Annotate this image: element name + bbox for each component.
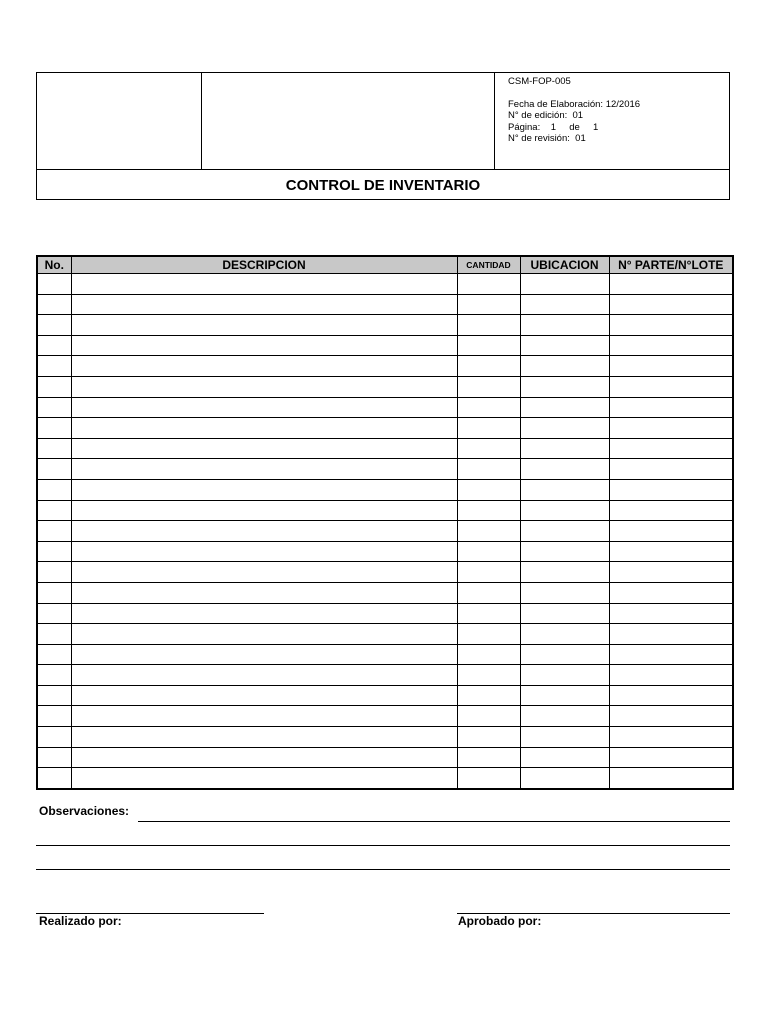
column-header-no: No.	[37, 256, 71, 274]
cell-descripcion[interactable]	[71, 294, 457, 315]
cell-parte-lote[interactable]	[609, 665, 733, 686]
observaciones-line-1[interactable]	[138, 821, 730, 822]
cell-cantidad[interactable]	[457, 706, 520, 727]
column-header-ubicacion: UBICACION	[520, 256, 609, 274]
table-row	[37, 562, 733, 583]
cell-ubicacion[interactable]	[520, 706, 609, 727]
cell-no[interactable]	[37, 624, 71, 645]
cell-cantidad[interactable]	[457, 685, 520, 706]
cell-descripcion[interactable]	[71, 747, 457, 768]
cell-no[interactable]	[37, 768, 71, 789]
cell-parte-lote[interactable]	[609, 562, 733, 583]
table-row	[37, 582, 733, 603]
cell-parte-lote[interactable]	[609, 603, 733, 624]
inventory-table	[36, 255, 734, 790]
cell-ubicacion[interactable]	[520, 459, 609, 480]
cell-descripcion[interactable]	[71, 603, 457, 624]
cell-no[interactable]	[37, 541, 71, 562]
cell-ubicacion[interactable]	[520, 541, 609, 562]
cell-ubicacion[interactable]	[520, 500, 609, 521]
cell-parte-lote[interactable]	[609, 582, 733, 603]
cell-cantidad[interactable]	[457, 624, 520, 645]
cell-cantidad[interactable]	[457, 541, 520, 562]
cell-cantidad[interactable]	[457, 582, 520, 603]
numero-revision: N° de revisión: 01	[508, 133, 586, 144]
table-row	[37, 541, 733, 562]
cell-parte-lote[interactable]	[609, 541, 733, 562]
cell-no[interactable]	[37, 562, 71, 583]
cell-descripcion[interactable]	[71, 665, 457, 686]
numero-edicion: N° de edición: 01	[508, 110, 584, 121]
cell-cantidad[interactable]	[457, 335, 520, 356]
cell-no[interactable]	[37, 582, 71, 603]
table-row	[37, 624, 733, 645]
column-header-cantidad: CANTIDAD	[457, 256, 520, 274]
cell-ubicacion[interactable]	[520, 665, 609, 686]
cell-ubicacion[interactable]	[520, 644, 609, 665]
table-row	[37, 500, 733, 521]
cell-ubicacion[interactable]	[520, 438, 609, 459]
cell-descripcion[interactable]	[71, 644, 457, 665]
cell-parte-lote[interactable]	[609, 315, 733, 336]
table-row	[37, 335, 733, 356]
cell-no[interactable]	[37, 356, 71, 377]
cell-descripcion[interactable]	[71, 582, 457, 603]
table-row	[37, 521, 733, 542]
cell-ubicacion[interactable]	[520, 747, 609, 768]
cell-cantidad[interactable]	[457, 768, 520, 789]
observaciones-line-2[interactable]	[36, 845, 730, 846]
cell-cantidad[interactable]	[457, 665, 520, 686]
cell-cantidad[interactable]	[457, 294, 520, 315]
document-info	[495, 73, 729, 169]
cell-cantidad[interactable]	[457, 274, 520, 295]
cell-no[interactable]	[37, 335, 71, 356]
cell-descripcion[interactable]	[71, 479, 457, 500]
table-row	[37, 294, 733, 315]
company-cell	[202, 73, 495, 169]
document-header	[36, 72, 730, 200]
table-row	[37, 479, 733, 500]
cell-parte-lote[interactable]	[609, 644, 733, 665]
document-code: CSM-FOP-005	[508, 76, 571, 87]
table-row	[37, 727, 733, 748]
cell-ubicacion[interactable]	[520, 335, 609, 356]
cell-ubicacion[interactable]	[520, 418, 609, 439]
table-row	[37, 706, 733, 727]
table-row	[37, 603, 733, 624]
observaciones-label: Observaciones:	[39, 804, 130, 818]
cell-parte-lote[interactable]	[609, 500, 733, 521]
cell-descripcion[interactable]	[71, 418, 457, 439]
cell-descripcion[interactable]	[71, 768, 457, 789]
cell-no[interactable]	[37, 294, 71, 315]
table-row	[37, 644, 733, 665]
cell-parte-lote[interactable]	[609, 376, 733, 397]
cell-cantidad[interactable]	[457, 315, 520, 336]
cell-parte-lote[interactable]	[609, 397, 733, 418]
pagina: Página: 1 de 1	[508, 121, 599, 133]
cell-descripcion[interactable]	[71, 541, 457, 562]
cell-parte-lote[interactable]	[609, 418, 733, 439]
table-row	[37, 768, 733, 789]
cell-no[interactable]	[37, 706, 71, 727]
aprobado-por-label: Aprobado por:	[458, 914, 542, 928]
table-header-row	[37, 256, 733, 274]
cell-descripcion[interactable]	[71, 356, 457, 377]
table-row	[37, 376, 733, 397]
cell-cantidad[interactable]	[457, 562, 520, 583]
cell-no[interactable]	[37, 747, 71, 768]
cell-cantidad[interactable]	[457, 727, 520, 748]
column-header-parte-lote: N° PARTE/N°LOTE	[609, 256, 733, 274]
cell-parte-lote[interactable]	[609, 685, 733, 706]
table-row	[37, 274, 733, 295]
cell-no[interactable]	[37, 418, 71, 439]
cell-parte-lote[interactable]	[609, 479, 733, 500]
cell-parte-lote[interactable]	[609, 356, 733, 377]
realizado-por-label: Realizado por:	[39, 914, 122, 928]
cell-cantidad[interactable]	[457, 479, 520, 500]
cell-ubicacion[interactable]	[520, 582, 609, 603]
cell-cantidad[interactable]	[457, 459, 520, 480]
cell-descripcion[interactable]	[71, 562, 457, 583]
cell-no[interactable]	[37, 603, 71, 624]
cell-no[interactable]	[37, 397, 71, 418]
inventory-table-body	[37, 274, 733, 789]
table-row	[37, 438, 733, 459]
cell-no[interactable]	[37, 644, 71, 665]
cell-parte-lote[interactable]	[609, 459, 733, 480]
cell-cantidad[interactable]	[457, 747, 520, 768]
cell-ubicacion[interactable]	[520, 479, 609, 500]
cell-ubicacion[interactable]	[520, 521, 609, 542]
cell-cantidad[interactable]	[457, 500, 520, 521]
cell-descripcion[interactable]	[71, 521, 457, 542]
cell-no[interactable]	[37, 500, 71, 521]
cell-ubicacion[interactable]	[520, 768, 609, 789]
page-title: CONTROL DE INVENTARIO	[37, 169, 729, 199]
cell-parte-lote[interactable]	[609, 624, 733, 645]
cell-ubicacion[interactable]	[520, 397, 609, 418]
cell-ubicacion[interactable]	[520, 376, 609, 397]
cell-no[interactable]	[37, 274, 71, 295]
table-row	[37, 459, 733, 480]
cell-cantidad[interactable]	[457, 376, 520, 397]
cell-parte-lote[interactable]	[609, 727, 733, 748]
cell-cantidad[interactable]	[457, 397, 520, 418]
cell-parte-lote[interactable]	[609, 274, 733, 295]
logo-cell	[37, 73, 202, 169]
cell-descripcion[interactable]	[71, 397, 457, 418]
cell-no[interactable]	[37, 376, 71, 397]
cell-no[interactable]	[37, 479, 71, 500]
fecha-elaboracion: Fecha de Elaboración: 12/2016	[508, 98, 641, 110]
cell-no[interactable]	[37, 315, 71, 336]
observaciones-line-3[interactable]	[36, 869, 730, 870]
cell-ubicacion[interactable]	[520, 356, 609, 377]
table-row	[37, 685, 733, 706]
column-header-descripcion: DESCRIPCION	[71, 256, 457, 274]
cell-no[interactable]	[37, 727, 71, 748]
cell-descripcion[interactable]	[71, 706, 457, 727]
cell-parte-lote[interactable]	[609, 768, 733, 789]
table-row	[37, 397, 733, 418]
cell-cantidad[interactable]	[457, 603, 520, 624]
cell-descripcion[interactable]	[71, 500, 457, 521]
cell-no[interactable]	[37, 685, 71, 706]
cell-descripcion[interactable]	[71, 376, 457, 397]
cell-parte-lote[interactable]	[609, 521, 733, 542]
cell-ubicacion[interactable]	[520, 315, 609, 336]
cell-parte-lote[interactable]	[609, 335, 733, 356]
cell-ubicacion[interactable]	[520, 274, 609, 295]
cell-no[interactable]	[37, 521, 71, 542]
cell-parte-lote[interactable]	[609, 438, 733, 459]
cell-cantidad[interactable]	[457, 418, 520, 439]
cell-cantidad[interactable]	[457, 521, 520, 542]
cell-ubicacion[interactable]	[520, 685, 609, 706]
cell-parte-lote[interactable]	[609, 706, 733, 727]
cell-descripcion[interactable]	[71, 335, 457, 356]
cell-descripcion[interactable]	[71, 727, 457, 748]
cell-ubicacion[interactable]	[520, 727, 609, 748]
table-row	[37, 747, 733, 768]
cell-ubicacion[interactable]	[520, 603, 609, 624]
cell-descripcion[interactable]	[71, 315, 457, 336]
cell-cantidad[interactable]	[457, 644, 520, 665]
cell-descripcion[interactable]	[71, 624, 457, 645]
cell-ubicacion[interactable]	[520, 624, 609, 645]
cell-parte-lote[interactable]	[609, 747, 733, 768]
cell-ubicacion[interactable]	[520, 562, 609, 583]
cell-cantidad[interactable]	[457, 356, 520, 377]
table-row	[37, 356, 733, 377]
cell-no[interactable]	[37, 665, 71, 686]
cell-ubicacion[interactable]	[520, 294, 609, 315]
cell-descripcion[interactable]	[71, 274, 457, 295]
cell-descripcion[interactable]	[71, 685, 457, 706]
cell-no[interactable]	[37, 438, 71, 459]
table-row	[37, 665, 733, 686]
cell-descripcion[interactable]	[71, 438, 457, 459]
cell-no[interactable]	[37, 459, 71, 480]
table-row	[37, 315, 733, 336]
table-row	[37, 418, 733, 439]
cell-descripcion[interactable]	[71, 459, 457, 480]
cell-parte-lote[interactable]	[609, 294, 733, 315]
cell-cantidad[interactable]	[457, 438, 520, 459]
